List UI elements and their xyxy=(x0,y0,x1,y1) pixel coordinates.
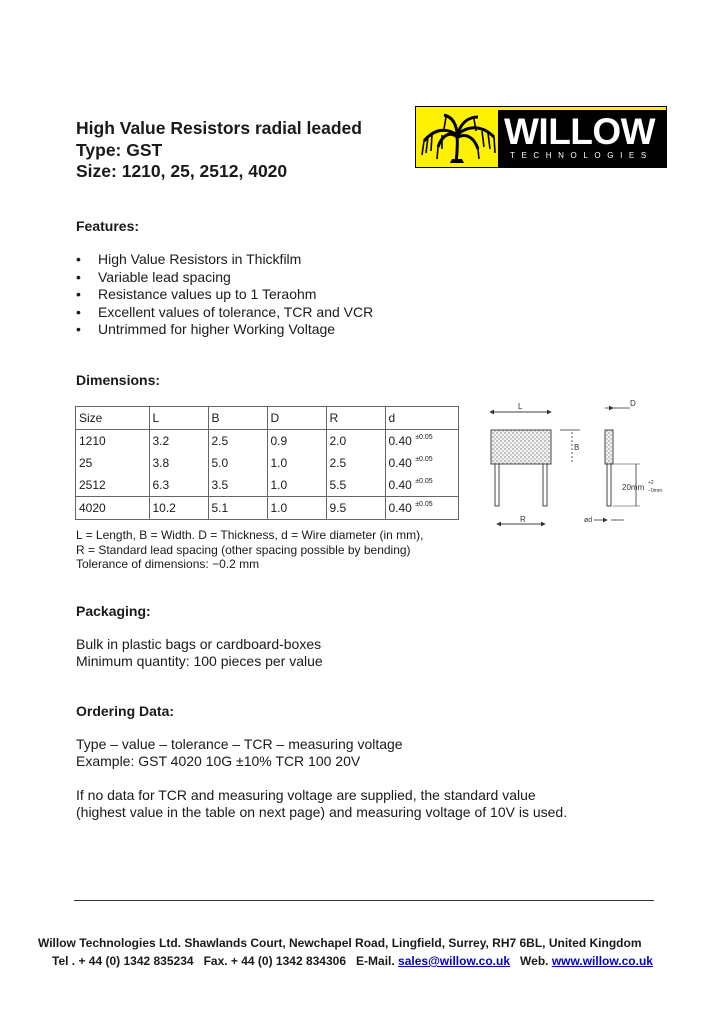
title-block xyxy=(76,118,362,183)
dimensions-table-wrap xyxy=(75,406,459,520)
ordering-heading: Ordering Data: xyxy=(76,703,175,719)
table-row: 1210 3.2 2.5 0.9 2.0 0.40 $^{\pm 0.05}$ xyxy=(76,430,458,453)
footer-web-label: Web. xyxy=(520,954,549,968)
ordering-note: If no data for TCR and measuring voltage are supplied, the standard value (highest value in the table on next page) and measuring voltage of 10V is used. xyxy=(76,787,568,820)
column-header: Size xyxy=(76,407,149,430)
list-item: • Resistance values up to 1 Teraohm xyxy=(76,286,317,302)
label-L: L xyxy=(518,402,523,411)
footer-contacts xyxy=(52,952,653,970)
footer-address: Willow Technologies Ltd. Shawlands Court, Newchapel Road, Lingfield, Surrey, RH7 6BL, United Kingdom xyxy=(38,936,642,950)
table-row: 2512 6.3 3.5 1.0 5.5 0.40 $^{\pm 0.05}$ xyxy=(76,474,458,497)
willow-logo xyxy=(415,106,667,168)
logo-panel xyxy=(498,110,666,167)
label-D: D xyxy=(630,399,636,408)
label-B: B xyxy=(574,443,580,452)
packaging-heading: Packaging: xyxy=(76,603,151,619)
column-header: d xyxy=(385,407,458,430)
label-lead-tol-minus: −0mm xyxy=(648,488,663,494)
label-lead-tol-plus: +2 xyxy=(648,480,654,486)
label-lead-length: 20mm xyxy=(622,483,645,492)
dimensions-table xyxy=(76,407,458,519)
column-header: R xyxy=(326,407,385,430)
web-link[interactable]: www.willow.co.uk xyxy=(551,954,653,968)
resistor-side-view xyxy=(605,430,613,464)
email-link[interactable]: sales@willow.co.uk xyxy=(398,954,511,968)
list-item: • Variable lead spacing xyxy=(76,268,231,285)
willow-tree-icon xyxy=(416,107,500,167)
features-heading: Features: xyxy=(76,218,140,234)
footer-fax: Fax. + 44 (0) 1342 834306 xyxy=(203,954,347,968)
logo-wordmark: WILLOW xyxy=(504,111,656,152)
size-line: Size: 1210, 25, 2512, 4020 xyxy=(76,161,288,181)
footer-divider xyxy=(74,900,654,901)
dimensions-heading: Dimensions: xyxy=(76,372,161,388)
type-line: Type: GST xyxy=(76,139,163,160)
list-item: • High Value Resistors in Thickfilm xyxy=(76,251,302,267)
footer-email-label: E-Mail. xyxy=(356,954,395,968)
resistor-body xyxy=(491,430,551,464)
label-R: R xyxy=(520,515,526,524)
lead-right xyxy=(543,464,547,506)
column-header: B xyxy=(208,407,267,430)
logo-subtitle: TECHNOLOGIES xyxy=(510,151,653,160)
footer-tel: Tel . + 44 (0) 1342 835234 xyxy=(52,954,194,968)
packaging-text: Bulk in plastic bags or cardboard-boxes Minimum quantity: 100 pieces per value xyxy=(76,636,323,669)
table-row: 4020 10.2 5.1 1.0 9.5 0.40 $^{\pm 0.05}$ xyxy=(76,497,458,520)
table-header-row xyxy=(76,407,458,430)
column-header: D xyxy=(267,407,326,430)
dimension-drawing xyxy=(480,396,680,536)
lead-left xyxy=(495,464,499,506)
dimensions-notes: L = Length, B = Width. D = Thickness, d = Wire diameter (in mm), R = Standard lead spacing (other spacing possible by bending) Tolerance of dimensions: −0.2 mm xyxy=(76,528,424,571)
features-list xyxy=(76,251,373,339)
page-title: High Value Resistors radial leaded xyxy=(76,118,362,138)
ordering-text: Type – value – tolerance – TCR – measuring voltage Example: GST 4020 10G ±10% TCR 100 20V xyxy=(76,736,403,769)
list-item: • Excellent values of tolerance, TCR and VCR xyxy=(76,303,374,320)
column-header: L xyxy=(149,407,208,430)
label-d: ød xyxy=(584,517,593,524)
table-row: 25 3.8 5.0 1.0 2.5 0.40 $^{\pm 0.05}$ xyxy=(76,452,458,474)
list-item: • Untrimmed for higher Working Voltage xyxy=(76,321,336,337)
